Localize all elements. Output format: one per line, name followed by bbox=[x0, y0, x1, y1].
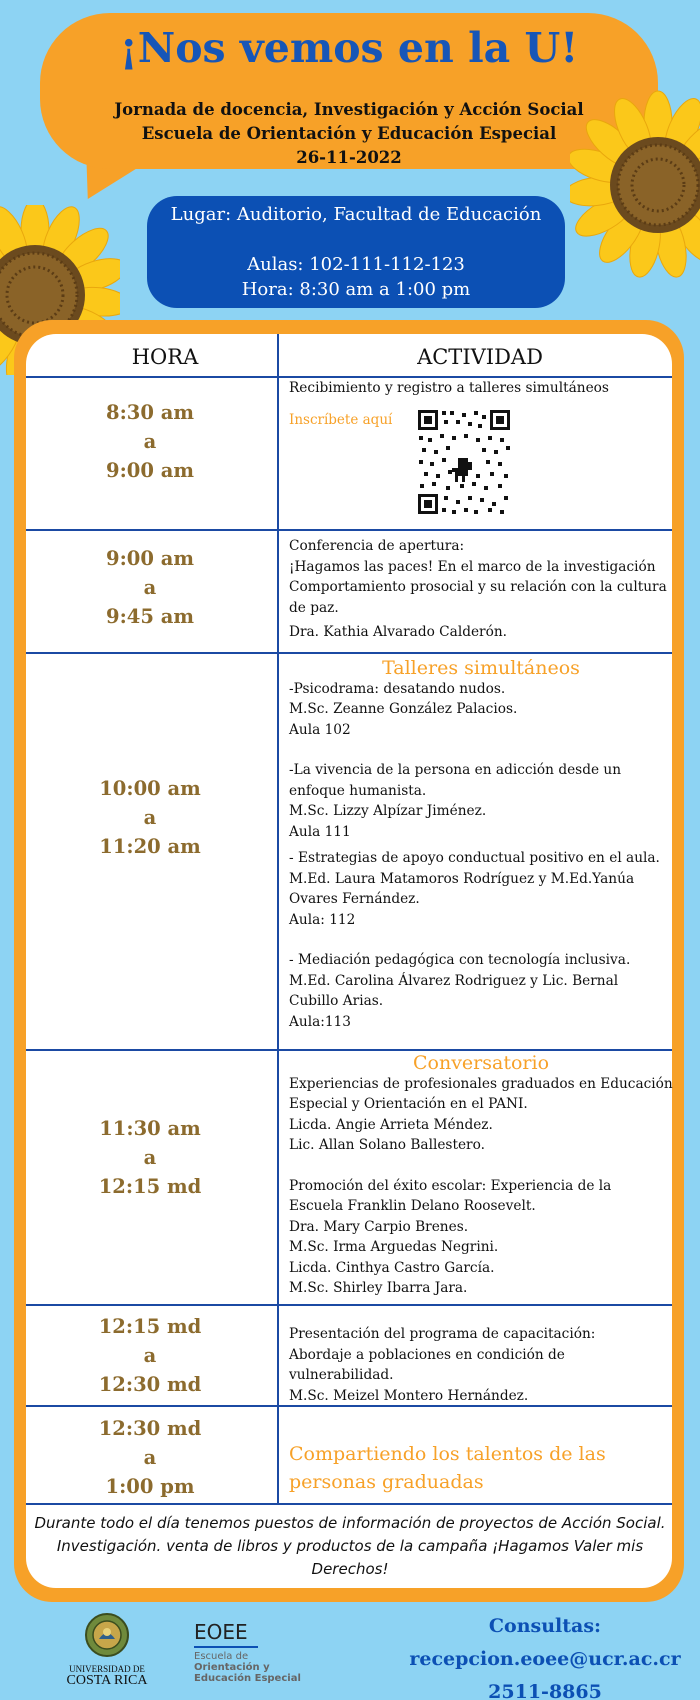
panel-line: M.Sc. Irma Arguedas Negrini. bbox=[289, 1239, 499, 1255]
workshop-item bbox=[289, 679, 673, 741]
contact-email[interactable]: recepcion.eoee@ucr.ac.cr bbox=[409, 1648, 681, 1670]
time-slot bbox=[40, 544, 260, 631]
workshop-line: Aula: 112 bbox=[289, 911, 356, 928]
ucr-seal-icon bbox=[84, 1612, 130, 1658]
workshops-heading: Talleres simultáneos bbox=[382, 657, 580, 679]
time-sep: a bbox=[143, 806, 157, 829]
venue-place: Lugar: Auditorio, Facultad de Educación bbox=[170, 204, 542, 225]
row-divider bbox=[26, 652, 672, 654]
ucr-name-line2: COSTA RICA bbox=[66, 1673, 148, 1688]
row-divider bbox=[26, 1503, 672, 1505]
panel-item bbox=[289, 1074, 673, 1156]
highlight-line: Compartiendo los talentos de las bbox=[289, 1443, 606, 1465]
panel-line: Promoción del éxito escolar: Experiencia de la bbox=[289, 1177, 612, 1194]
workshop-line: enfoque humanista. bbox=[289, 782, 427, 799]
activity-line: Abordaje a poblaciones en condición de vulnerabilidad. bbox=[289, 1346, 565, 1383]
row-divider bbox=[26, 1049, 672, 1051]
workshop-line: M.Sc. Zeanne González Palacios. bbox=[289, 701, 518, 717]
workshop-line: -La vivencia de la persona en adicción desde un bbox=[289, 762, 622, 778]
time-slot bbox=[40, 1312, 260, 1399]
time-start: 12:15 md bbox=[98, 1315, 202, 1338]
panel-line: Licda. Angie Arrieta Méndez. bbox=[289, 1116, 493, 1133]
time-slot bbox=[40, 1114, 260, 1201]
activity-cell bbox=[289, 1440, 673, 1496]
eoee-title: EOEE bbox=[194, 1620, 248, 1644]
time-slot bbox=[40, 398, 260, 485]
time-end: 12:30 md bbox=[98, 1373, 202, 1396]
footnote-line: Investigación. venta de libros y productos de la campaña ¡Hagamos Valer mis bbox=[56, 1537, 644, 1555]
speaker: Dra. Kathia Alvarado Calderón. bbox=[289, 624, 508, 640]
eoee-line: Educación Especial bbox=[194, 1673, 301, 1684]
time-slot bbox=[40, 774, 260, 861]
eoee-line: Orientación y bbox=[194, 1662, 270, 1673]
activity-cell bbox=[289, 378, 673, 399]
time-sep: a bbox=[143, 576, 157, 599]
column-divider bbox=[277, 334, 279, 1505]
workshop-line: Aula 102 bbox=[289, 721, 351, 738]
time-end: 1:00 pm bbox=[105, 1475, 195, 1498]
activity-cell bbox=[289, 658, 673, 1032]
eoee-rule bbox=[194, 1646, 258, 1648]
event-subtitle bbox=[40, 98, 658, 170]
panel-line: Licda. Cinthya Castro García. bbox=[289, 1259, 495, 1276]
activity-cell bbox=[289, 1053, 673, 1299]
contact-block bbox=[400, 1610, 690, 1700]
event-name: Jornada de docencia, Investigación y Acción Social bbox=[114, 100, 584, 119]
time-start: 8:30 am bbox=[106, 401, 194, 424]
activity-line: ¡Hagamos las paces! En el marco de la investigación bbox=[289, 558, 656, 575]
workshop-line: M.Ed. Carolina Álvarez Rodriguez y Lic. Bernal bbox=[289, 972, 619, 989]
eoee-line: Escuela de bbox=[194, 1651, 249, 1662]
panel-line: Escuela Franklin Delano Roosevelt. bbox=[289, 1198, 536, 1214]
time-sep: a bbox=[143, 1344, 157, 1367]
time-start: 12:30 md bbox=[98, 1417, 202, 1440]
time-start: 9:00 am bbox=[106, 547, 194, 570]
workshop-line: Aula:113 bbox=[289, 1013, 351, 1030]
header-time: HORA bbox=[131, 345, 199, 369]
time-sep: a bbox=[143, 430, 157, 453]
sunflower-right-icon bbox=[570, 85, 700, 285]
qr-code-icon[interactable] bbox=[416, 408, 512, 516]
footnote-line: Derechos! bbox=[311, 1560, 389, 1578]
activity-cell bbox=[289, 536, 673, 643]
panel-line: Lic. Allan Solano Ballestero. bbox=[289, 1137, 485, 1153]
footnote-line: Durante todo el día tenemos puestos de información de proyectos de Acción Social. bbox=[34, 1514, 666, 1532]
conversatorio-heading: Conversatorio bbox=[412, 1052, 550, 1074]
time-sep: a bbox=[143, 1146, 157, 1169]
activity-text: Recibimiento y registro a talleres simultáneos bbox=[289, 380, 609, 396]
row-divider bbox=[26, 1304, 672, 1306]
time-slot bbox=[40, 1414, 260, 1501]
panel-item bbox=[289, 1176, 673, 1299]
ucr-name-line1: UNIVERSIDAD DE bbox=[69, 1664, 145, 1674]
workshop-line: - Mediación pedagógica con tecnología inclusiva. bbox=[289, 952, 631, 968]
time-end: 9:00 am bbox=[106, 459, 194, 482]
activity-line: Presentación del programa de capacitación: bbox=[289, 1326, 596, 1342]
workshop-line: M.Sc. Lizzy Alpízar Jiménez. bbox=[289, 803, 487, 819]
workshop-line: Ovares Fernández. bbox=[289, 891, 420, 907]
workshop-item bbox=[289, 760, 673, 842]
workshop-line: Cubillo Arias. bbox=[289, 993, 384, 1009]
workshop-item bbox=[289, 848, 673, 930]
time-sep: a bbox=[143, 1446, 157, 1469]
panel-line: M.Sc. Shirley Ibarra Jara. bbox=[289, 1280, 468, 1296]
activity-line: M.Sc. Meizel Montero Hernández. bbox=[289, 1387, 529, 1404]
time-start: 11:30 am bbox=[99, 1117, 201, 1140]
page-title: ¡Nos vemos en la U! bbox=[119, 24, 579, 72]
highlight-line: personas graduadas bbox=[289, 1471, 484, 1493]
workshop-item bbox=[289, 950, 673, 1032]
workshop-line: Aula 111 bbox=[289, 823, 351, 840]
row-divider bbox=[26, 529, 672, 531]
panel-line: Experiencias de profesionales graduados en Educación bbox=[289, 1075, 673, 1092]
ucr-logo bbox=[62, 1612, 152, 1688]
footnote bbox=[30, 1512, 670, 1581]
activity-line: Comportamiento prosocial y su relación con la cultura bbox=[289, 579, 667, 595]
activity-line: Conferencia de apertura: bbox=[289, 538, 465, 554]
header-activity: ACTIVIDAD bbox=[417, 345, 543, 369]
workshop-line: - Estrategias de apoyo conductual positivo en el aula. bbox=[289, 850, 660, 866]
time-end: 9:45 am bbox=[106, 605, 194, 628]
workshop-line: -Psicodrama: desatando nudos. bbox=[289, 680, 506, 697]
time-start: 10:00 am bbox=[99, 777, 201, 800]
venue-box bbox=[147, 196, 565, 308]
venue-rooms: Aulas: 102-111-112-123 bbox=[247, 254, 465, 275]
panel-line: Dra. Mary Carpio Brenes. bbox=[289, 1218, 469, 1235]
signup-link[interactable]: Inscríbete aquí bbox=[289, 412, 393, 428]
school-name: Escuela de Orientación y Educación Especial bbox=[141, 124, 557, 143]
panel-line: Especial y Orientación en el PANI. bbox=[289, 1096, 528, 1112]
time-end: 11:20 am bbox=[99, 835, 201, 858]
activity-cell bbox=[289, 1324, 673, 1406]
time-end: 12:15 md bbox=[98, 1175, 202, 1198]
contact-label: Consultas: bbox=[488, 1615, 602, 1637]
venue-hours: Hora: 8:30 am a 1:00 pm bbox=[241, 279, 471, 300]
contact-phone[interactable]: 2511-8865 bbox=[488, 1681, 602, 1700]
eoee-logo bbox=[194, 1620, 304, 1684]
workshop-line: M.Ed. Laura Matamoros Rodríguez y M.Ed.Yanúa bbox=[289, 870, 635, 887]
event-date: 26-11-2022 bbox=[296, 148, 402, 167]
activity-line: de paz. bbox=[289, 599, 339, 616]
